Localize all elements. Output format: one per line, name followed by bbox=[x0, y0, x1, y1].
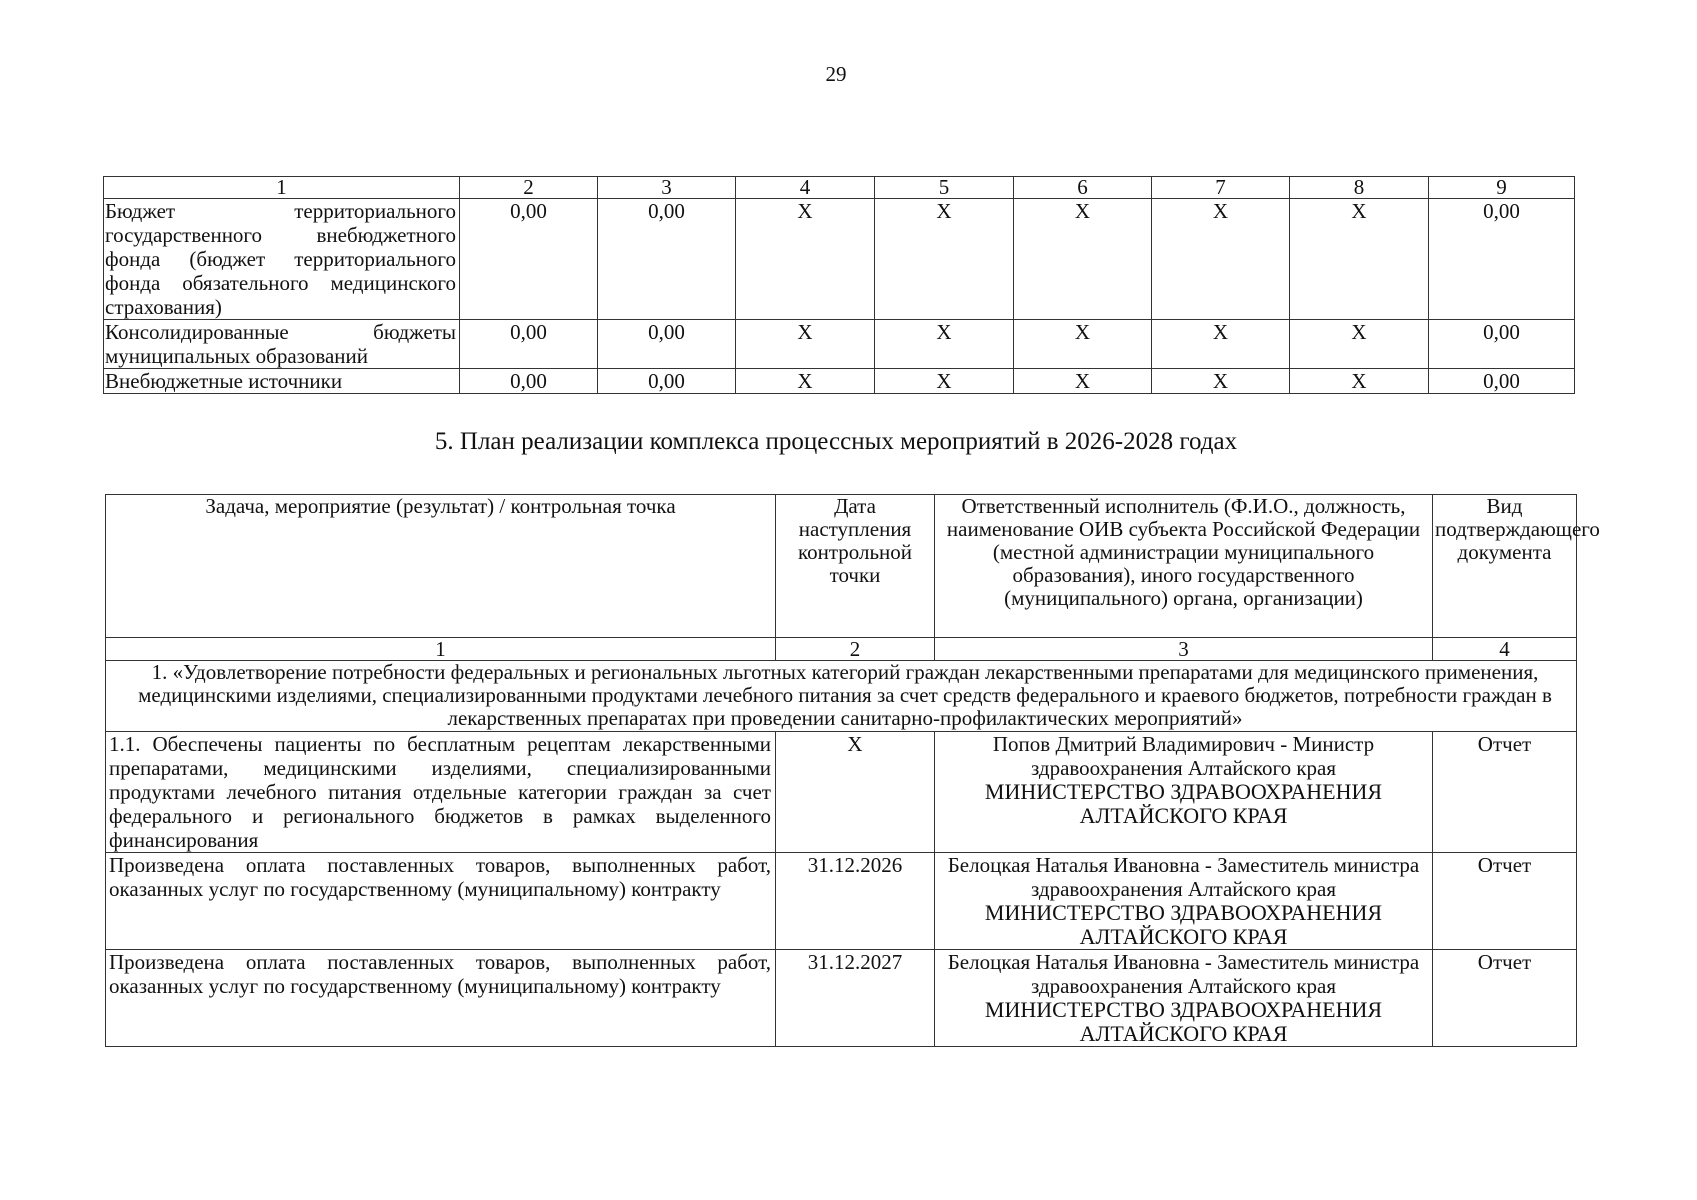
column-number: 3 bbox=[598, 177, 736, 199]
task-heading-row bbox=[106, 661, 1577, 732]
column-number-row bbox=[106, 638, 1577, 661]
value-cell: 0,00 bbox=[598, 320, 736, 369]
column-number: 4 bbox=[1433, 638, 1577, 661]
funding-source-name: Внебюджетные источники bbox=[104, 369, 460, 394]
funding-source-name: Бюджет территориального государственного внебюджетного фонда (бюджет территориального фонда обязательного медицинского страхования) bbox=[104, 199, 460, 320]
value-cell: 0,00 bbox=[1429, 199, 1575, 320]
task-heading: 1. «Удовлетворение потребности федеральных и региональных льготных категорий граждан лекарственными препаратами для медицинского применения, медицинскими изделиями, специализированными продуктами лечебного питания за счет средств федерального и краевого бюджетов, потребности граждан в лекарственных препаратах при проведении санитарно-профилактических мероприятий» bbox=[106, 661, 1577, 732]
column-number: 5 bbox=[875, 177, 1014, 199]
value-cell: Х bbox=[736, 369, 875, 394]
column-number-row bbox=[104, 177, 1575, 199]
column-number: 3 bbox=[935, 638, 1433, 661]
section-title: 5. План реализации комплекса процессных мероприятий в 2026-2028 годах bbox=[434, 428, 1238, 455]
value-cell: 0,00 bbox=[598, 199, 736, 320]
responsible-executor bbox=[935, 732, 1433, 853]
executor-organization: МИНИСТЕРСТВО ЗДРАВООХРАНЕНИЯ АЛТАЙСКОГО КРАЯ bbox=[984, 900, 1383, 949]
column-header-executor: Ответственный исполнитель (Ф.И.О., должность, наименование ОИВ субъекта Российской Федерации (местной администрации муниципального образования), иного государственного (муниципального) органа, организации) bbox=[935, 495, 1433, 638]
funding-sources-table bbox=[103, 176, 1575, 394]
document-type: Отчет bbox=[1433, 853, 1577, 950]
value-cell: Х bbox=[1014, 320, 1152, 369]
value-cell: Х bbox=[736, 320, 875, 369]
column-header-date: Дата наступления контрольной точки bbox=[776, 495, 935, 638]
executor-name: Попов Дмитрий Владимирович - Министр здравоохранения Алтайского края bbox=[992, 732, 1375, 780]
value-cell: 0,00 bbox=[1429, 369, 1575, 394]
column-number: 2 bbox=[460, 177, 598, 199]
value-cell: Х bbox=[736, 199, 875, 320]
value-cell: Х bbox=[1152, 369, 1290, 394]
value-cell: 0,00 bbox=[460, 320, 598, 369]
control-date: 31.12.2027 bbox=[776, 950, 935, 1047]
value-cell: Х bbox=[875, 199, 1014, 320]
executor-organization: МИНИСТЕРСТВО ЗДРАВООХРАНЕНИЯ АЛТАЙСКОГО КРАЯ bbox=[984, 779, 1383, 828]
table-row bbox=[106, 853, 1577, 950]
value-cell: 0,00 bbox=[598, 369, 736, 394]
column-number: 9 bbox=[1429, 177, 1575, 199]
table-row bbox=[104, 320, 1575, 369]
value-cell: Х bbox=[1290, 369, 1429, 394]
document-type: Отчет bbox=[1433, 732, 1577, 853]
column-number: 1 bbox=[104, 177, 460, 199]
column-header-task: Задача, мероприятие (результат) / контрольная точка bbox=[106, 495, 776, 638]
control-date: Х bbox=[776, 732, 935, 853]
responsible-executor bbox=[935, 950, 1433, 1047]
column-number: 1 bbox=[106, 638, 776, 661]
column-number: 8 bbox=[1290, 177, 1429, 199]
task-description: Произведена оплата поставленных товаров, выполненных работ, оказанных услуг по государственному (муниципальному) контракту bbox=[106, 853, 776, 950]
value-cell: 0,00 bbox=[1429, 320, 1575, 369]
column-number: 4 bbox=[736, 177, 875, 199]
implementation-plan-table bbox=[105, 494, 1600, 1047]
column-number: 7 bbox=[1152, 177, 1290, 199]
table-row bbox=[104, 369, 1575, 394]
value-cell: Х bbox=[875, 320, 1014, 369]
executor-name: Белоцкая Наталья Ивановна - Заместитель министра здравоохранения Алтайского края bbox=[947, 853, 1420, 901]
document-type: Отчет bbox=[1433, 950, 1577, 1047]
responsible-executor bbox=[935, 853, 1433, 950]
value-cell: Х bbox=[1290, 320, 1429, 369]
column-number: 6 bbox=[1014, 177, 1152, 199]
value-cell: Х bbox=[1014, 199, 1152, 320]
column-header-document: Вид подтверждающего документа bbox=[1433, 495, 1577, 638]
value-cell: Х bbox=[1290, 199, 1429, 320]
funding-source-name: Консолидированные бюджеты муниципальных образований bbox=[104, 320, 460, 369]
table-row bbox=[106, 950, 1577, 1047]
value-cell: Х bbox=[1152, 320, 1290, 369]
executor-name: Белоцкая Наталья Ивановна - Заместитель министра здравоохранения Алтайского края bbox=[947, 950, 1420, 998]
value-cell: Х bbox=[875, 369, 1014, 394]
column-number: 2 bbox=[776, 638, 935, 661]
task-description: 1.1. Обеспечены пациенты по бесплатным рецептам лекарственными препаратами, медицинскими изделиями, специализированными продуктами лечебного питания отдельные категории граждан за счет федерального и регионального бюджетов в рамках выделенного финансирования bbox=[106, 732, 776, 853]
value-cell: 0,00 bbox=[460, 369, 598, 394]
table-row bbox=[106, 732, 1577, 853]
page-number: 29 bbox=[825, 62, 847, 86]
value-cell: Х bbox=[1014, 369, 1152, 394]
value-cell: Х bbox=[1152, 199, 1290, 320]
control-date: 31.12.2026 bbox=[776, 853, 935, 950]
task-description: Произведена оплата поставленных товаров, выполненных работ, оказанных услуг по государственному (муниципальному) контракту bbox=[106, 950, 776, 1047]
header-row bbox=[106, 495, 1577, 638]
value-cell: 0,00 bbox=[460, 199, 598, 320]
table-row bbox=[104, 199, 1575, 320]
executor-organization: МИНИСТЕРСТВО ЗДРАВООХРАНЕНИЯ АЛТАЙСКОГО КРАЯ bbox=[984, 997, 1383, 1046]
